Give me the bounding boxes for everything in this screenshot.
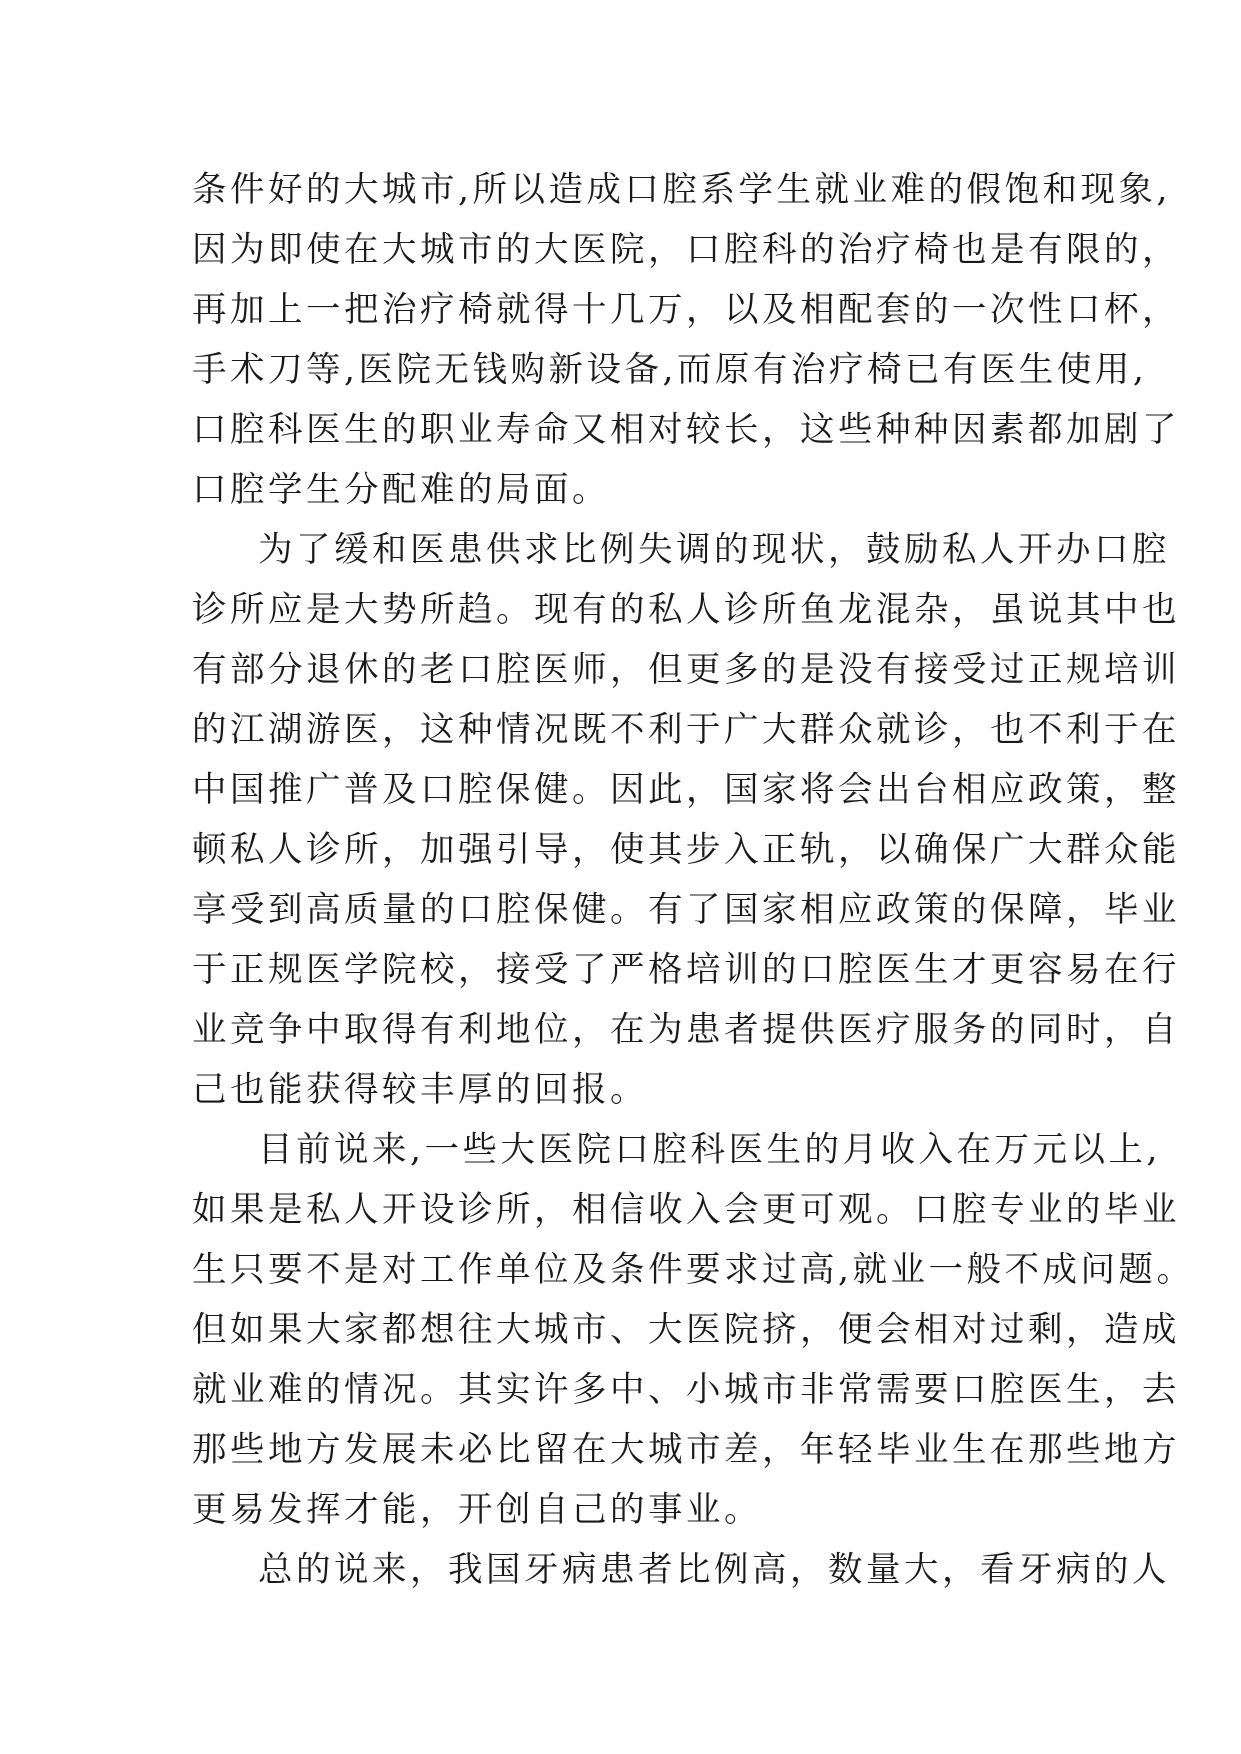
- text-line: 顿私人诊所，加强引导，使其步入正轨，以确保广大群众能: [192, 830, 1180, 870]
- text-line: 中国推广普及口腔保健。因此，国家将会出台相应政策，整: [192, 770, 1180, 810]
- paragraph-first-line: 为了缓和医患供求比例失调的现状，鼓励私人开办口腔: [258, 530, 1170, 570]
- text-line: 手术刀等,医院无钱购新设备,而原有治疗椅已有医生使用,: [192, 350, 1148, 390]
- text-line: 业竞争中取得有利地位，在为患者提供医疗服务的同时，自: [192, 1010, 1180, 1050]
- text-line: 就业难的情况。其实许多中、小城市非常需要口腔医生，去: [192, 1370, 1180, 1410]
- text-line: 因为即使在大城市的大医院，口腔科的治疗椅也是有限的，: [192, 230, 1180, 270]
- text-line: 更易发挥才能，开创自己的事业。: [192, 1490, 762, 1530]
- paragraph-first-line: 总的说来，我国牙病患者比例高，数量大，看牙病的人: [258, 1550, 1170, 1590]
- text-line: 那些地方发展未必比留在大城市差，年轻毕业生在那些地方: [192, 1430, 1180, 1470]
- text-line: 如果是私人开设诊所，相信收入会更可观。口腔专业的毕业: [192, 1190, 1180, 1230]
- text-line: 生只要不是对工作单位及条件要求过高,就业一般不成问题。: [192, 1250, 1195, 1290]
- text-line: 口腔科医生的职业寿命又相对较长，这些种种因素都加剧了: [192, 410, 1180, 450]
- paragraph-first-line: 目前说来,一些大医院口腔科医生的月收入在万元以上,: [258, 1130, 1161, 1170]
- text-line: 条件好的大城市,所以造成口腔系学生就业难的假饱和现象,: [192, 170, 1171, 210]
- text-line: 诊所应是大势所趋。现有的私人诊所鱼龙混杂，虽说其中也: [192, 590, 1180, 630]
- text-line: 于正规医学院校，接受了严格培训的口腔医生才更容易在行: [192, 950, 1180, 990]
- document-body: [192, 160, 1195, 1600]
- text-line: 口腔学生分配难的局面。: [192, 470, 610, 510]
- text-line: 再加上一把治疗椅就得十几万，以及相配套的一次性口杯，: [192, 290, 1180, 330]
- text-line: 己也能获得较丰厚的回报。: [192, 1070, 648, 1110]
- text-line: 但如果大家都想往大城市、大医院挤，便会相对过剩，造成: [192, 1310, 1180, 1350]
- text-line: 享受到高质量的口腔保健。有了国家相应政策的保障，毕业: [192, 890, 1180, 930]
- text-line: 的江湖游医，这种情况既不利于广大群众就诊，也不利于在: [192, 710, 1180, 750]
- text-line: 有部分退休的老口腔医师，但更多的是没有接受过正规培训: [192, 650, 1180, 690]
